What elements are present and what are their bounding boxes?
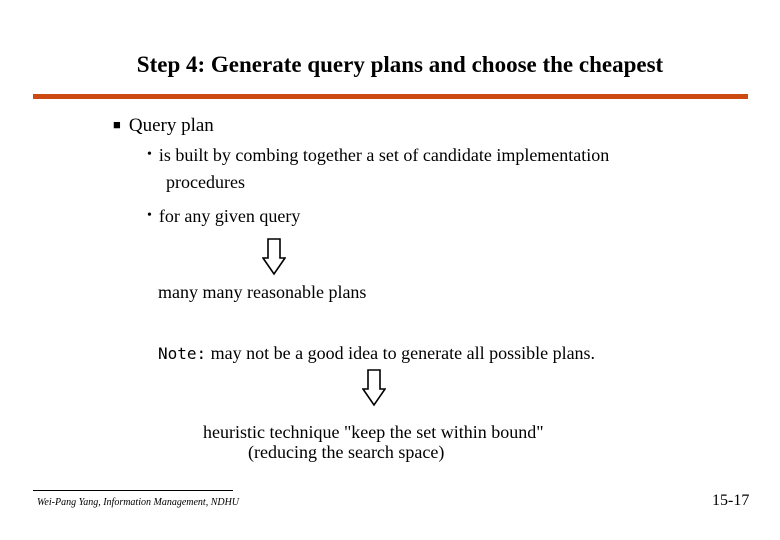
- sub-bullet-1-line2: procedures: [166, 172, 245, 192]
- square-bullet-icon: ■: [113, 117, 121, 132]
- note-text: may not be a good idea to generate all possible plans.: [206, 343, 596, 363]
- bullet-query-plan: [113, 115, 214, 137]
- page-number: 15-17: [712, 492, 750, 509]
- bullet-label: Query plan: [128, 115, 214, 136]
- footer-divider: [33, 490, 233, 491]
- dot-bullet-icon: •: [147, 147, 152, 162]
- title-divider: [33, 94, 748, 99]
- down-arrow-icon: [362, 369, 386, 407]
- dot-bullet-icon: •: [147, 208, 152, 223]
- heuristic-line1: heuristic technique "keep the set within bound": [203, 422, 544, 442]
- note-line: [158, 343, 595, 364]
- sub-bullet-1: [147, 143, 609, 194]
- note-keyword: Note:: [158, 344, 207, 363]
- footer-author: Wei-Pang Yang, Information Management, NDHU: [37, 497, 240, 508]
- sub-bullet-2-line1: for any given query: [158, 206, 301, 226]
- heuristic-line2: (reducing the search space): [248, 442, 445, 462]
- result-many-plans: many many reasonable plans: [158, 282, 367, 302]
- sub-bullet-2: [147, 204, 300, 231]
- down-arrow-icon: [262, 238, 286, 276]
- sub-bullet-1-line1: is built by combing together a set of candidate implementation: [158, 145, 610, 165]
- slide-title: Step 4: Generate query plans and choose the cheapest: [136, 52, 664, 77]
